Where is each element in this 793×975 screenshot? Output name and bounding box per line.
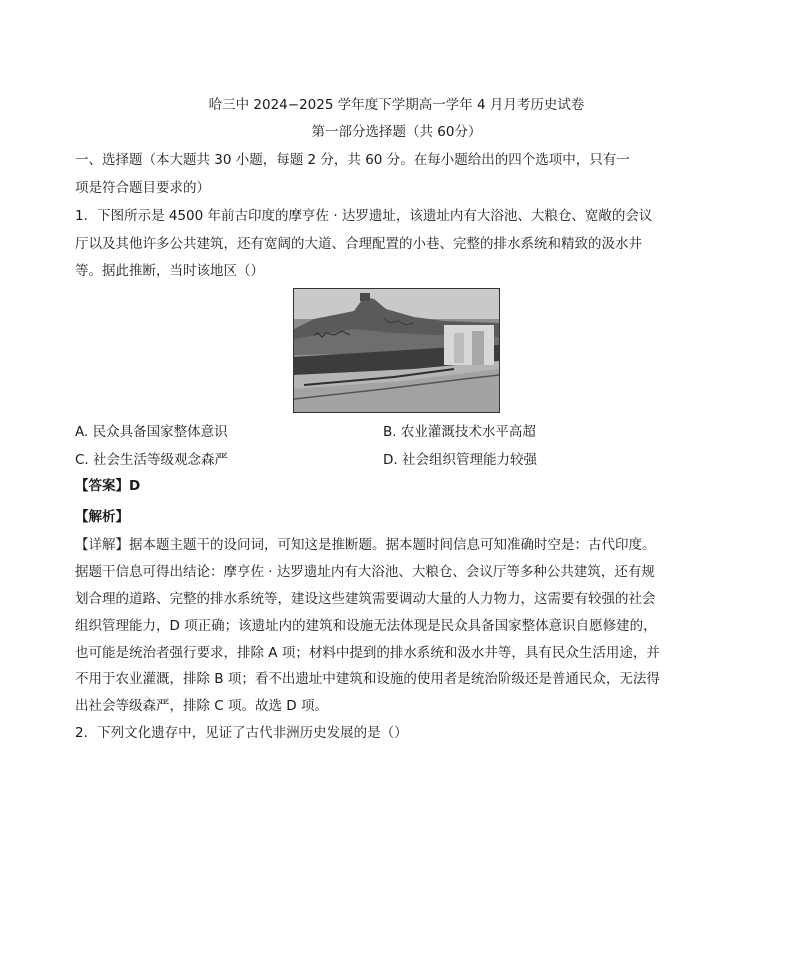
q1-option-b: B. 农业灌溉技术水平高超 [383, 424, 536, 440]
q1-analysis-heading: 【解析】 [75, 509, 129, 525]
q1-option-c: C. 社会生活等级观念森严 [75, 452, 229, 468]
q2-stem: 2．下列文化遗存中，见证了古代非洲历史发展的是（） [75, 725, 408, 741]
mohenjo-daro-photo [293, 288, 500, 413]
q1-option-a: A. 民众具备国家整体意识 [75, 424, 228, 440]
part-subtitle: 第一部分选择题（共 60分） [311, 124, 482, 140]
section-instructions-cont: 项是符合题目要求的） [75, 180, 210, 196]
q1-explanation-line: 出社会等级森严，排除 C 项。故选 D 项。 [75, 698, 328, 714]
q1-explanation-line: 也可能是统治者强行要求，排除 A 项；材料中提到的排水系统和汲水井等，具有民众生活用途，并 [75, 645, 660, 661]
q1-stem-line1: 1．下图所示是 4500 年前古印度的摩亨佐 · 达罗遗址，该遗址内有大浴池、大粮仓、宽敞的会议 [75, 208, 653, 224]
q1-stem-line3: 等。据此推断，当时该地区（） [75, 263, 264, 279]
q1-explanation-line: 【详解】据本题主题干的设问词，可知这是推断题。据本题时间信息可知准确时空是：古代印度。 [75, 537, 656, 553]
q1-explanation-line: 不用于农业灌溉，排除 B 项；看不出遗址中建筑和设施的使用者是统治阶级还是普通民众，无法得 [75, 671, 660, 687]
section-instructions: 一、选择题（本大题共 30 小题，每题 2 分，共 60 分。在每小题给出的四个选项中，只有一 [75, 152, 630, 168]
q1-explanation-line: 据题干信息可得出结论：摩亨佐 · 达罗遗址内有大浴池、大粮仓、会议厅等多种公共建筑，还有规 [75, 564, 655, 580]
q1-answer: 【答案】D [75, 478, 141, 494]
q1-explanation-line: 组织管理能力，D 项正确；该遗址内的建筑和设施无法体现是民众具备国家整体意识自愿修建的， [75, 618, 657, 634]
q1-stem-line2: 厅以及其他许多公共建筑，还有宽阔的大道、合理配置的小巷、完整的排水系统和精致的汲水井 [75, 236, 642, 252]
q1-option-d: D. 社会组织管理能力较强 [383, 452, 537, 468]
page-title: 哈三中 2024−2025 学年度下学期高一学年 4 月月考历史试卷 [208, 97, 585, 113]
q1-explanation-line: 划合理的道路、完整的排水系统等，建设这些建筑需要调动大量的人力物力，这需要有较强的社会 [75, 591, 656, 607]
